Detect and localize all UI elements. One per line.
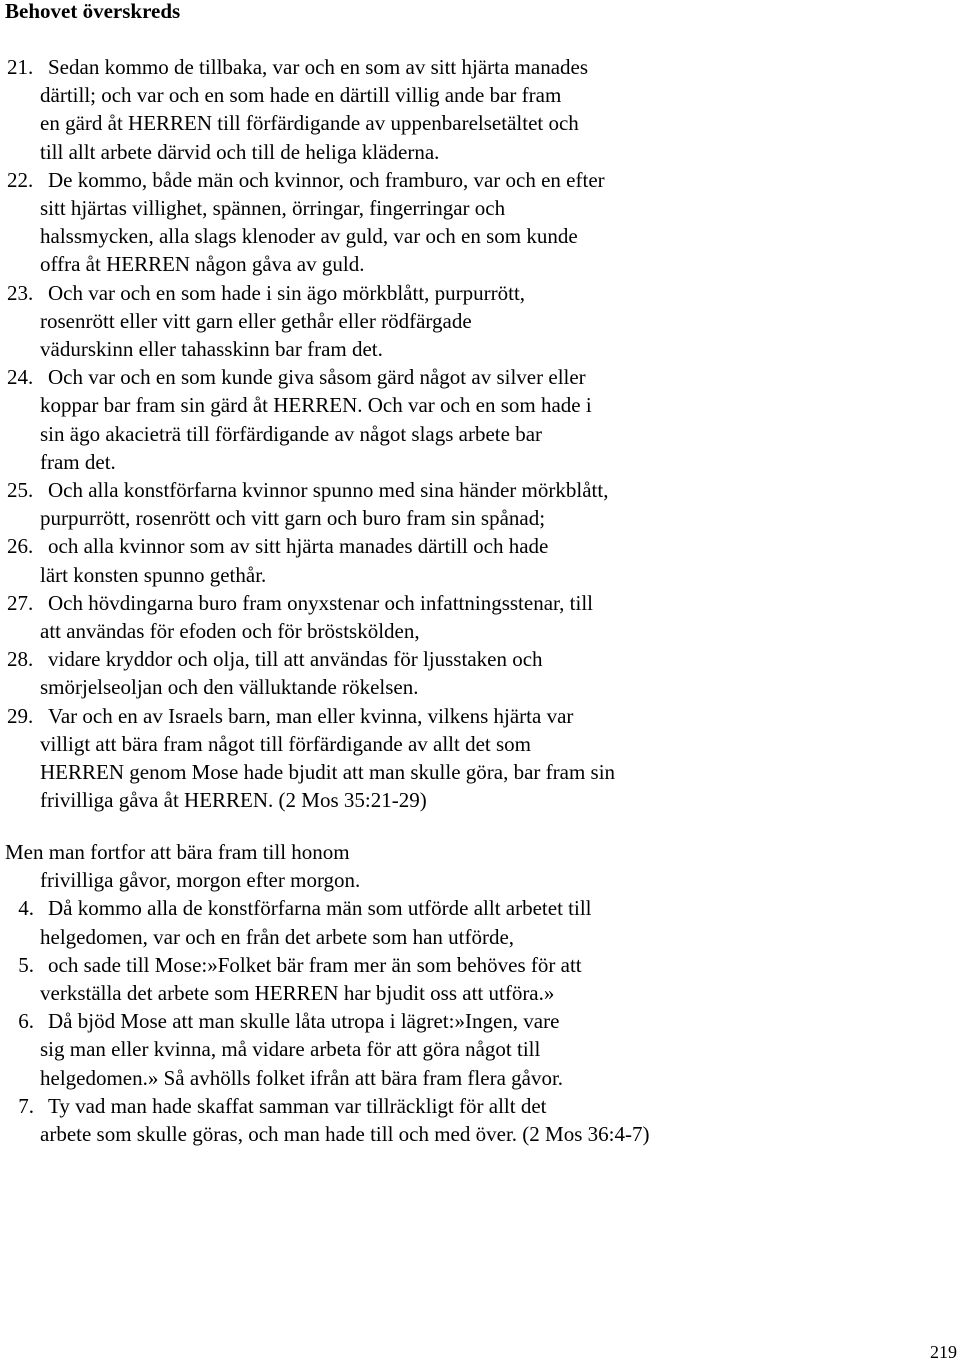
- verse-number: 22.: [7, 167, 34, 192]
- verse: [0, 166, 960, 279]
- verse-line: Ty vad man hade skaffat samman var tillräckligt för allt det: [48, 1093, 547, 1118]
- verse-line: fram det.: [40, 449, 116, 474]
- verse-line: Var och en av Israels barn, man eller kvinna, vilkens hjärta var: [48, 703, 574, 728]
- verse-line: frivilliga gåva åt HERREN. (2 Mos 35:21-29): [40, 788, 427, 813]
- verse-line: Och hövdingarna buro fram onyxstenar och infattningsstenar, till: [48, 590, 594, 615]
- verse-line: Då bjöd Mose att man skulle låta utropa i lägret:»Ingen, vare: [48, 1009, 560, 1034]
- verse-line: och sade till Mose:»Folket bär fram mer än som behöves för att: [48, 952, 582, 977]
- verse-line: Och alla konstförfarna kvinnor spunno med sina händer mörkblått,: [48, 478, 609, 503]
- verse-line: och alla kvinnor som av sitt hjärta manades därtill och hade: [48, 534, 549, 559]
- verse-number: 5.: [18, 952, 34, 977]
- verse-number: 27.: [7, 590, 34, 615]
- verse-number: 26.: [7, 534, 34, 559]
- verse-line: helgedomen.» Så avhölls folket ifrån att bära fram flera gåvor.: [40, 1065, 564, 1090]
- intro-line: frivilliga gåvor, morgon efter morgon.: [40, 868, 361, 893]
- verse-line: offra åt HERREN någon gåva av guld.: [40, 252, 365, 277]
- verse-number: 7.: [18, 1093, 34, 1118]
- verse-line: HERREN genom Mose hade bjudit att man skulle göra, bar fram sin: [40, 760, 616, 785]
- verse: [0, 1092, 960, 1148]
- verse-number: 21.: [7, 55, 34, 79]
- page-number: 219: [930, 1342, 957, 1362]
- verse-number: 6.: [18, 1009, 34, 1034]
- verse-line: sig man eller kvinna, må vidare arbeta för att göra något till: [40, 1037, 541, 1062]
- verse-line: rosenrött eller vitt garn eller gethår eller rödfärgade: [40, 308, 472, 333]
- verse: [0, 894, 960, 950]
- verse-number: 25.: [7, 478, 34, 503]
- verse-line: Sedan kommo de tillbaka, var och en som av sitt hjärta manades: [48, 55, 589, 79]
- verse-line: villigt att bära fram något till förfärdigande av allt det som: [40, 731, 532, 756]
- verse: [0, 645, 960, 701]
- verse-line: purpurrött, rosenrött och vitt garn och buro fram sin spånad;: [40, 506, 546, 531]
- verse-line: Då kommo alla de konstförfarna män som utförde allt arbetet till: [48, 896, 592, 921]
- verse: [0, 53, 960, 166]
- intro-paragraph: [0, 838, 960, 894]
- verse-line: att användas för efoden och för bröstskölden,: [40, 619, 420, 644]
- verse: [0, 363, 960, 476]
- verse-line: helgedomen, var och en från det arbete som han utförde,: [40, 924, 515, 949]
- verse-number: 24.: [7, 365, 34, 390]
- verse: [0, 589, 960, 645]
- verse-line: smörjelseoljan och den välluktande rökelsen.: [40, 675, 419, 700]
- verse-list-exodus-35: [0, 53, 960, 814]
- verse-line: till allt arbete därvid och till de heliga kläderna.: [40, 139, 440, 164]
- verse-number: 4.: [18, 896, 34, 921]
- intro-line: Men man fortfor att bära fram till honom: [5, 840, 350, 864]
- page-title: Behovet överskreds: [5, 0, 181, 23]
- verse-line: verkställa det arbete som HERREN har bjudit oss att utföra.»: [40, 981, 555, 1006]
- verse-list-exodus-36: [0, 894, 960, 1148]
- verse-line: därtill; och var och en som hade en därtill villig ande bar fram: [40, 83, 562, 108]
- verse-number: 29.: [7, 703, 34, 728]
- passage-exodus-36: [0, 838, 960, 1148]
- verse-line: arbete som skulle göras, och man hade till och med över. (2 Mos 36:4-7): [40, 1122, 650, 1147]
- verse-line: sitt hjärtas villighet, spännen, örringar, fingerringar och: [40, 196, 506, 221]
- verse-line: sin ägo akacieträ till förfärdigande av något slags arbete bar: [40, 421, 543, 446]
- verse: [0, 279, 960, 364]
- verse: [0, 1007, 960, 1092]
- verse-line: vidare kryddor och olja, till att användas för ljusstaken och: [48, 647, 543, 672]
- verse: [0, 702, 960, 815]
- verse-line: halssmycken, alla slags klenoder av guld, var och en som kunde: [40, 224, 578, 249]
- verse-line: De kommo, både män och kvinnor, och framburo, var och en efter: [48, 167, 605, 192]
- verse: [0, 532, 960, 588]
- verse-line: en gärd åt HERREN till förfärdigande av uppenbarelsetältet och: [40, 111, 579, 136]
- verse-line: Och var och en som hade i sin ägo mörkblått, purpurrött,: [48, 280, 526, 305]
- verse-number: 23.: [7, 280, 34, 305]
- verse: [0, 951, 960, 1007]
- verse-line: Och var och en som kunde giva såsom gärd något av silver eller: [48, 365, 586, 390]
- verse-line: koppar bar fram sin gärd åt HERREN. Och var och en som hade i: [40, 393, 592, 418]
- verse-number: 28.: [7, 647, 34, 672]
- verse-line: lärt konsten spunno gethår.: [40, 562, 267, 587]
- verse: [0, 476, 960, 532]
- verse-line: vädurskinn eller tahasskinn bar fram det.: [40, 337, 383, 362]
